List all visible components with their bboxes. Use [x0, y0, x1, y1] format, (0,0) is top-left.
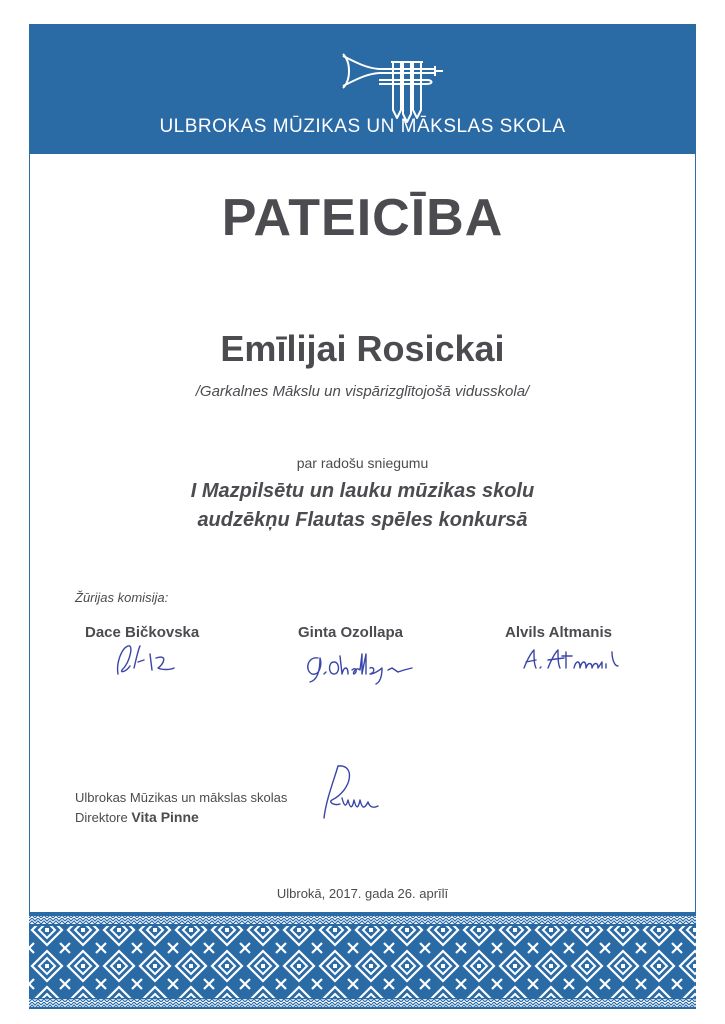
award-reason: par radošu sniegumu — [296, 455, 429, 471]
director-role: Direktore — [75, 810, 128, 825]
signature-juror-1 — [112, 640, 192, 680]
jury-label: Žūrijas komisija: — [75, 590, 169, 605]
recipient-school: /Garkalnes Mākslu un vispārizglītojošā vidusskola/ — [195, 383, 530, 400]
contest-line-2: audzēkņu Flautas spēles konkursā — [197, 509, 528, 531]
signature-director — [312, 760, 392, 826]
director-line — [75, 809, 199, 825]
recipient-name: Emīlijai Rosickai — [220, 328, 505, 369]
signature-juror-3 — [518, 644, 628, 676]
signature-juror-2 — [300, 648, 420, 688]
juror-name-3: Alvils Altmanis — [505, 624, 612, 641]
contest-line-1: I Mazpilsētu un lauku mūzikas skolu — [190, 480, 535, 502]
director-school: Ulbrokas Mūzikas un mākslas skolas — [75, 790, 288, 805]
juror-name-2: Ginta Ozollapa — [298, 624, 404, 641]
issue-date: Ulbrokā, 2017. gada 26. aprīlī — [276, 886, 449, 901]
director-name: Vita Pinne — [131, 809, 199, 825]
juror-name-1: Dace Bičkovska — [85, 624, 200, 641]
contest-name — [0, 477, 725, 535]
school-name: ULBROKAS MŪZIKAS UN MĀKSLAS SKOLA — [159, 116, 566, 137]
folk-ornament-border — [29, 912, 696, 1009]
certificate-title: PATEICĪBA — [221, 189, 504, 247]
